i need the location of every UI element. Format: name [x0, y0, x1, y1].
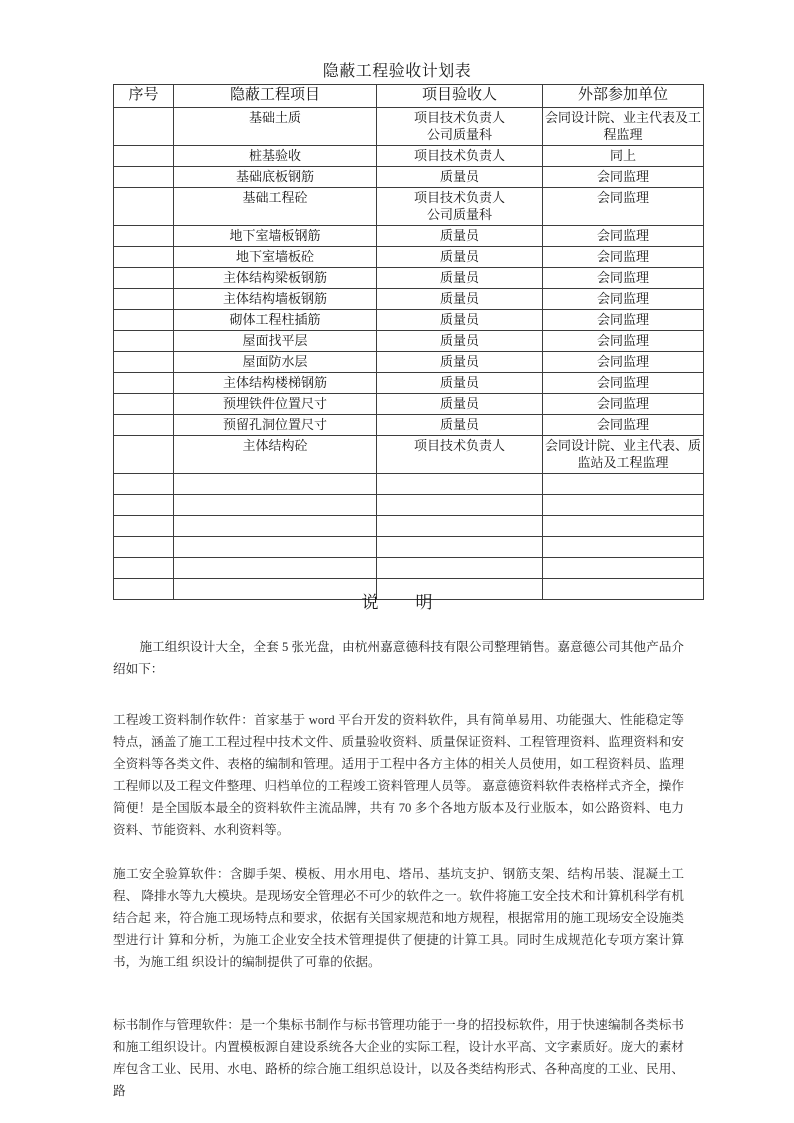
table-cell-no	[114, 436, 174, 474]
table-row	[114, 167, 704, 188]
table-cell-no	[114, 108, 174, 146]
table-row	[114, 268, 704, 289]
table-row	[114, 558, 704, 579]
notes-paragraph-2: 施工安全验算软件：含脚手架、模板、用水用电、塔吊、基坑支护、钢筋支架、结构吊装、混凝土工程、 降排水等九大模块。是现场安全管理必不可少的软件之一。软件将施工安全技术和计算机科学有机结合起 来，符合施工现场特点和要求，依据有关国家规范和地方规程，根据常用的施工现场安全设施类型进行计 算和分析，为施工企业安全技术管理提供了便捷的计算工具。同时生成规范化专项方案计算书，为施工组 织设计的编制提供了可靠的依据。	[113, 867, 684, 969]
table-cell-external: 会同监理	[543, 268, 704, 289]
table-cell-acceptor: 质量员	[377, 247, 543, 268]
table-cell-no	[114, 268, 174, 289]
table-cell-item: 地下室墙板钢筋	[174, 226, 377, 247]
table-row	[114, 394, 704, 415]
table-cell-no	[114, 188, 174, 226]
table-cell-no	[114, 146, 174, 167]
notes-paragraph-1: 工程竣工资料制作软件：首家基于 word 平台开发的资料软件，具有简单易用、功能强大、性能稳定等特点，涵盖了施工工程过程中技术文件、质量验收资料、质量保证资料、工程管理资料、监理资料和安全资料等各类文件、表格的编制和管理。适用于工程中各方主体的相关人员使用，如工程资料员、监理工程师以及工程文件整理、归档单位的工程竣工资料管理人员等。 嘉意德资料软件表格样式齐全，操作简便！是全国版本最全的资料软件主流品牌，共有 70 多个各地方版本及行业版本，如公路资料、电力资料、节能资料、水利资料等。	[113, 713, 684, 837]
table-cell-acceptor: 质量员	[377, 373, 543, 394]
table-cell-external: 会同设计院、业主代表、质监站及工程监理	[543, 436, 704, 474]
table-row	[114, 436, 704, 474]
table-header-cell: 序号	[114, 85, 174, 108]
table-cell-external: 同上	[543, 146, 704, 167]
table-cell-item	[174, 495, 377, 516]
table-cell-item: 屋面防水层	[174, 352, 377, 373]
table-cell-item: 主体结构梁板钢筋	[174, 268, 377, 289]
table-cell-item: 主体结构楼梯钢筋	[174, 373, 377, 394]
table-cell-external: 会同监理	[543, 352, 704, 373]
table-cell-acceptor: 质量员	[377, 268, 543, 289]
table-cell-acceptor: 项目技术负责人	[377, 436, 543, 474]
section-heading-notes: 说 明	[361, 593, 443, 612]
table-cell-item	[174, 516, 377, 537]
inspection-plan-table-wrapper	[113, 84, 702, 600]
table-row	[114, 108, 704, 146]
table-row	[114, 310, 704, 331]
table-cell-no	[114, 247, 174, 268]
table-cell-item: 主体结构墙板钢筋	[174, 289, 377, 310]
table-cell-item: 地下室墙板砼	[174, 247, 377, 268]
table-cell-no	[114, 537, 174, 558]
table-cell-no	[114, 394, 174, 415]
table-cell-acceptor: 质量员	[377, 394, 543, 415]
table-cell-acceptor	[377, 474, 543, 495]
table-cell-no	[114, 331, 174, 352]
table-row	[114, 373, 704, 394]
table-cell-item: 桩基验收	[174, 146, 377, 167]
table-cell-external: 会同监理	[543, 289, 704, 310]
table-cell-external: 会同监理	[543, 394, 704, 415]
table-cell-item: 预留孔洞位置尺寸	[174, 415, 377, 436]
table-cell-item: 基础工程砼	[174, 188, 377, 226]
table-cell-no	[114, 352, 174, 373]
table-row	[114, 226, 704, 247]
table-cell-external: 会同监理	[543, 310, 704, 331]
table-cell-no	[114, 558, 174, 579]
table-cell-external: 会同监理	[543, 415, 704, 436]
table-cell-acceptor: 质量员	[377, 331, 543, 352]
table-cell-external: 会同监理	[543, 247, 704, 268]
table-row	[114, 289, 704, 310]
table-cell-no	[114, 516, 174, 537]
table-cell-acceptor: 项目技术负责人 公司质量科	[377, 188, 543, 226]
table-row	[114, 331, 704, 352]
table-cell-no	[114, 226, 174, 247]
inspection-plan-table	[113, 84, 704, 600]
notes-paragraph-3: 标书制作与管理软件：是一个集标书制作与标书管理功能于一身的招投标软件，用于快速编制各类标书和施工组织设计。内置模板源自建设系统各大企业的实际工程，设计水平高、文字素质好。庞大的素材库包含工业、民用、水电、路桥的综合施工组织总设计，以及各类结构形式、各种高度的工业、民用、路	[113, 1018, 684, 1098]
table-row	[114, 516, 704, 537]
table-cell-no	[114, 495, 174, 516]
table-cell-no	[114, 474, 174, 495]
table-cell-external: 会同监理	[543, 188, 704, 226]
table-cell-item: 基础土质	[174, 108, 377, 146]
table-cell-external	[543, 516, 704, 537]
page-title: 隐蔽工程验收计划表	[322, 63, 472, 80]
table-cell-acceptor: 质量员	[377, 415, 543, 436]
table-cell-external: 会同监理	[543, 331, 704, 352]
table-cell-no	[114, 310, 174, 331]
table-cell-external: 会同监理	[543, 373, 704, 394]
table-row	[114, 247, 704, 268]
table-header-cell: 隐蔽工程项目	[174, 85, 377, 108]
table-cell-external: 会同监理	[543, 167, 704, 188]
table-cell-acceptor	[377, 558, 543, 579]
table-cell-acceptor	[377, 495, 543, 516]
notes-intro-paragraph: 施工组织设计大全，全套 5 张光盘，由杭州嘉意德科技有限公司整理销售。嘉意德公司其他产品介绍如下：	[113, 640, 684, 676]
table-header-row	[114, 85, 704, 108]
table-cell-no	[114, 289, 174, 310]
table-cell-acceptor: 质量员	[377, 226, 543, 247]
table-cell-external	[543, 495, 704, 516]
table-row	[114, 415, 704, 436]
table-cell-external	[543, 558, 704, 579]
table-row	[114, 495, 704, 516]
table-row	[114, 537, 704, 558]
table-cell-no	[114, 415, 174, 436]
table-row	[114, 474, 704, 495]
table-cell-acceptor	[377, 537, 543, 558]
table-cell-external: 会同监理	[543, 226, 704, 247]
table-cell-no	[114, 373, 174, 394]
table-cell-acceptor: 质量员	[377, 352, 543, 373]
table-cell-acceptor: 项目技术负责人 公司质量科	[377, 108, 543, 146]
table-cell-item	[174, 474, 377, 495]
table-cell-item	[174, 558, 377, 579]
table-row	[114, 352, 704, 373]
table-cell-acceptor: 质量员	[377, 289, 543, 310]
table-cell-acceptor: 质量员	[377, 167, 543, 188]
table-row	[114, 188, 704, 226]
table-cell-item: 预埋铁件位置尺寸	[174, 394, 377, 415]
table-cell-acceptor: 项目技术负责人	[377, 146, 543, 167]
table-cell-item: 砌体工程柱插筋	[174, 310, 377, 331]
table-cell-item: 主体结构砼	[174, 436, 377, 474]
table-cell-item	[174, 537, 377, 558]
table-cell-external	[543, 537, 704, 558]
table-header-cell: 项目验收人	[377, 85, 543, 108]
table-cell-no	[114, 167, 174, 188]
table-header-cell: 外部参加单位	[543, 85, 704, 108]
table-cell-acceptor: 质量员	[377, 310, 543, 331]
table-cell-external	[543, 474, 704, 495]
table-row	[114, 146, 704, 167]
table-cell-external: 会同设计院、业主代表及工程监理	[543, 108, 704, 146]
table-cell-item: 屋面找平层	[174, 331, 377, 352]
table-cell-item: 基础底板钢筋	[174, 167, 377, 188]
table-cell-acceptor	[377, 516, 543, 537]
